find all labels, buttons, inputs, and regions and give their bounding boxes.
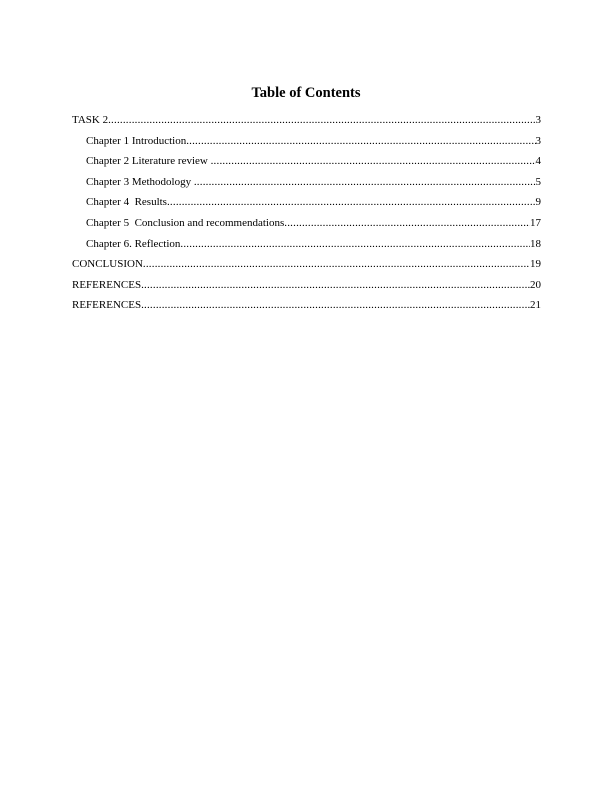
toc-entry-label: REFERENCES (72, 299, 142, 312)
toc-title: Table of Contents (251, 85, 361, 101)
dot-leader (186, 134, 535, 148)
toc-entry-page-number: 3 (535, 134, 541, 147)
toc-entry-page-number: 19 (530, 258, 541, 271)
toc-entry-chapter-2[interactable] (72, 154, 541, 175)
toc-entry-label: Chapter 1 Introduction (86, 134, 187, 147)
toc-entry-page-number: 18 (530, 237, 541, 250)
toc-entry-label: TASK 2 (72, 114, 109, 126)
dot-leader (108, 113, 535, 127)
toc-entry-task-2[interactable] (72, 113, 541, 134)
toc-entry-page-number: 17 (530, 216, 541, 229)
dot-leader (141, 298, 530, 312)
toc-entry-label: Chapter 4 Results (86, 196, 167, 209)
toc-entry-chapter-1[interactable] (72, 134, 541, 155)
table-of-contents (72, 113, 541, 319)
toc-entry-conclusion[interactable] (72, 257, 541, 278)
toc-entry-chapter-4[interactable] (72, 195, 541, 216)
toc-entry-label: Chapter 2 Literature review (86, 155, 211, 168)
dot-leader (180, 237, 530, 251)
toc-entry-label: Chapter 3 Methodology (86, 175, 194, 188)
toc-entry-page-number: 20 (530, 278, 541, 291)
dot-leader (194, 175, 536, 189)
toc-entry-page-number: 21 (530, 299, 541, 312)
toc-entry-page-number: 5 (535, 175, 541, 188)
dot-leader (211, 154, 536, 168)
toc-entry-label: Chapter 5 Conclusion and recommendations (86, 216, 285, 229)
toc-entry-references-1[interactable] (72, 278, 541, 299)
toc-entry-label: REFERENCES (72, 278, 142, 291)
dot-leader (141, 278, 530, 292)
toc-entry-label: Chapter 6. Reflection (86, 237, 181, 250)
toc-entry-references-2[interactable] (72, 298, 541, 319)
toc-entry-chapter-5[interactable] (72, 216, 541, 237)
dot-leader (143, 257, 530, 271)
toc-entry-page-number: 3 (535, 114, 541, 126)
toc-entry-page-number: 4 (535, 155, 541, 168)
toc-entry-chapter-3[interactable] (72, 175, 541, 196)
dot-leader (284, 216, 530, 230)
dot-leader (167, 195, 536, 209)
toc-entry-label: CONCLUSION (72, 258, 143, 271)
toc-entry-page-number: 9 (535, 196, 541, 209)
toc-entry-chapter-6[interactable] (72, 237, 541, 258)
